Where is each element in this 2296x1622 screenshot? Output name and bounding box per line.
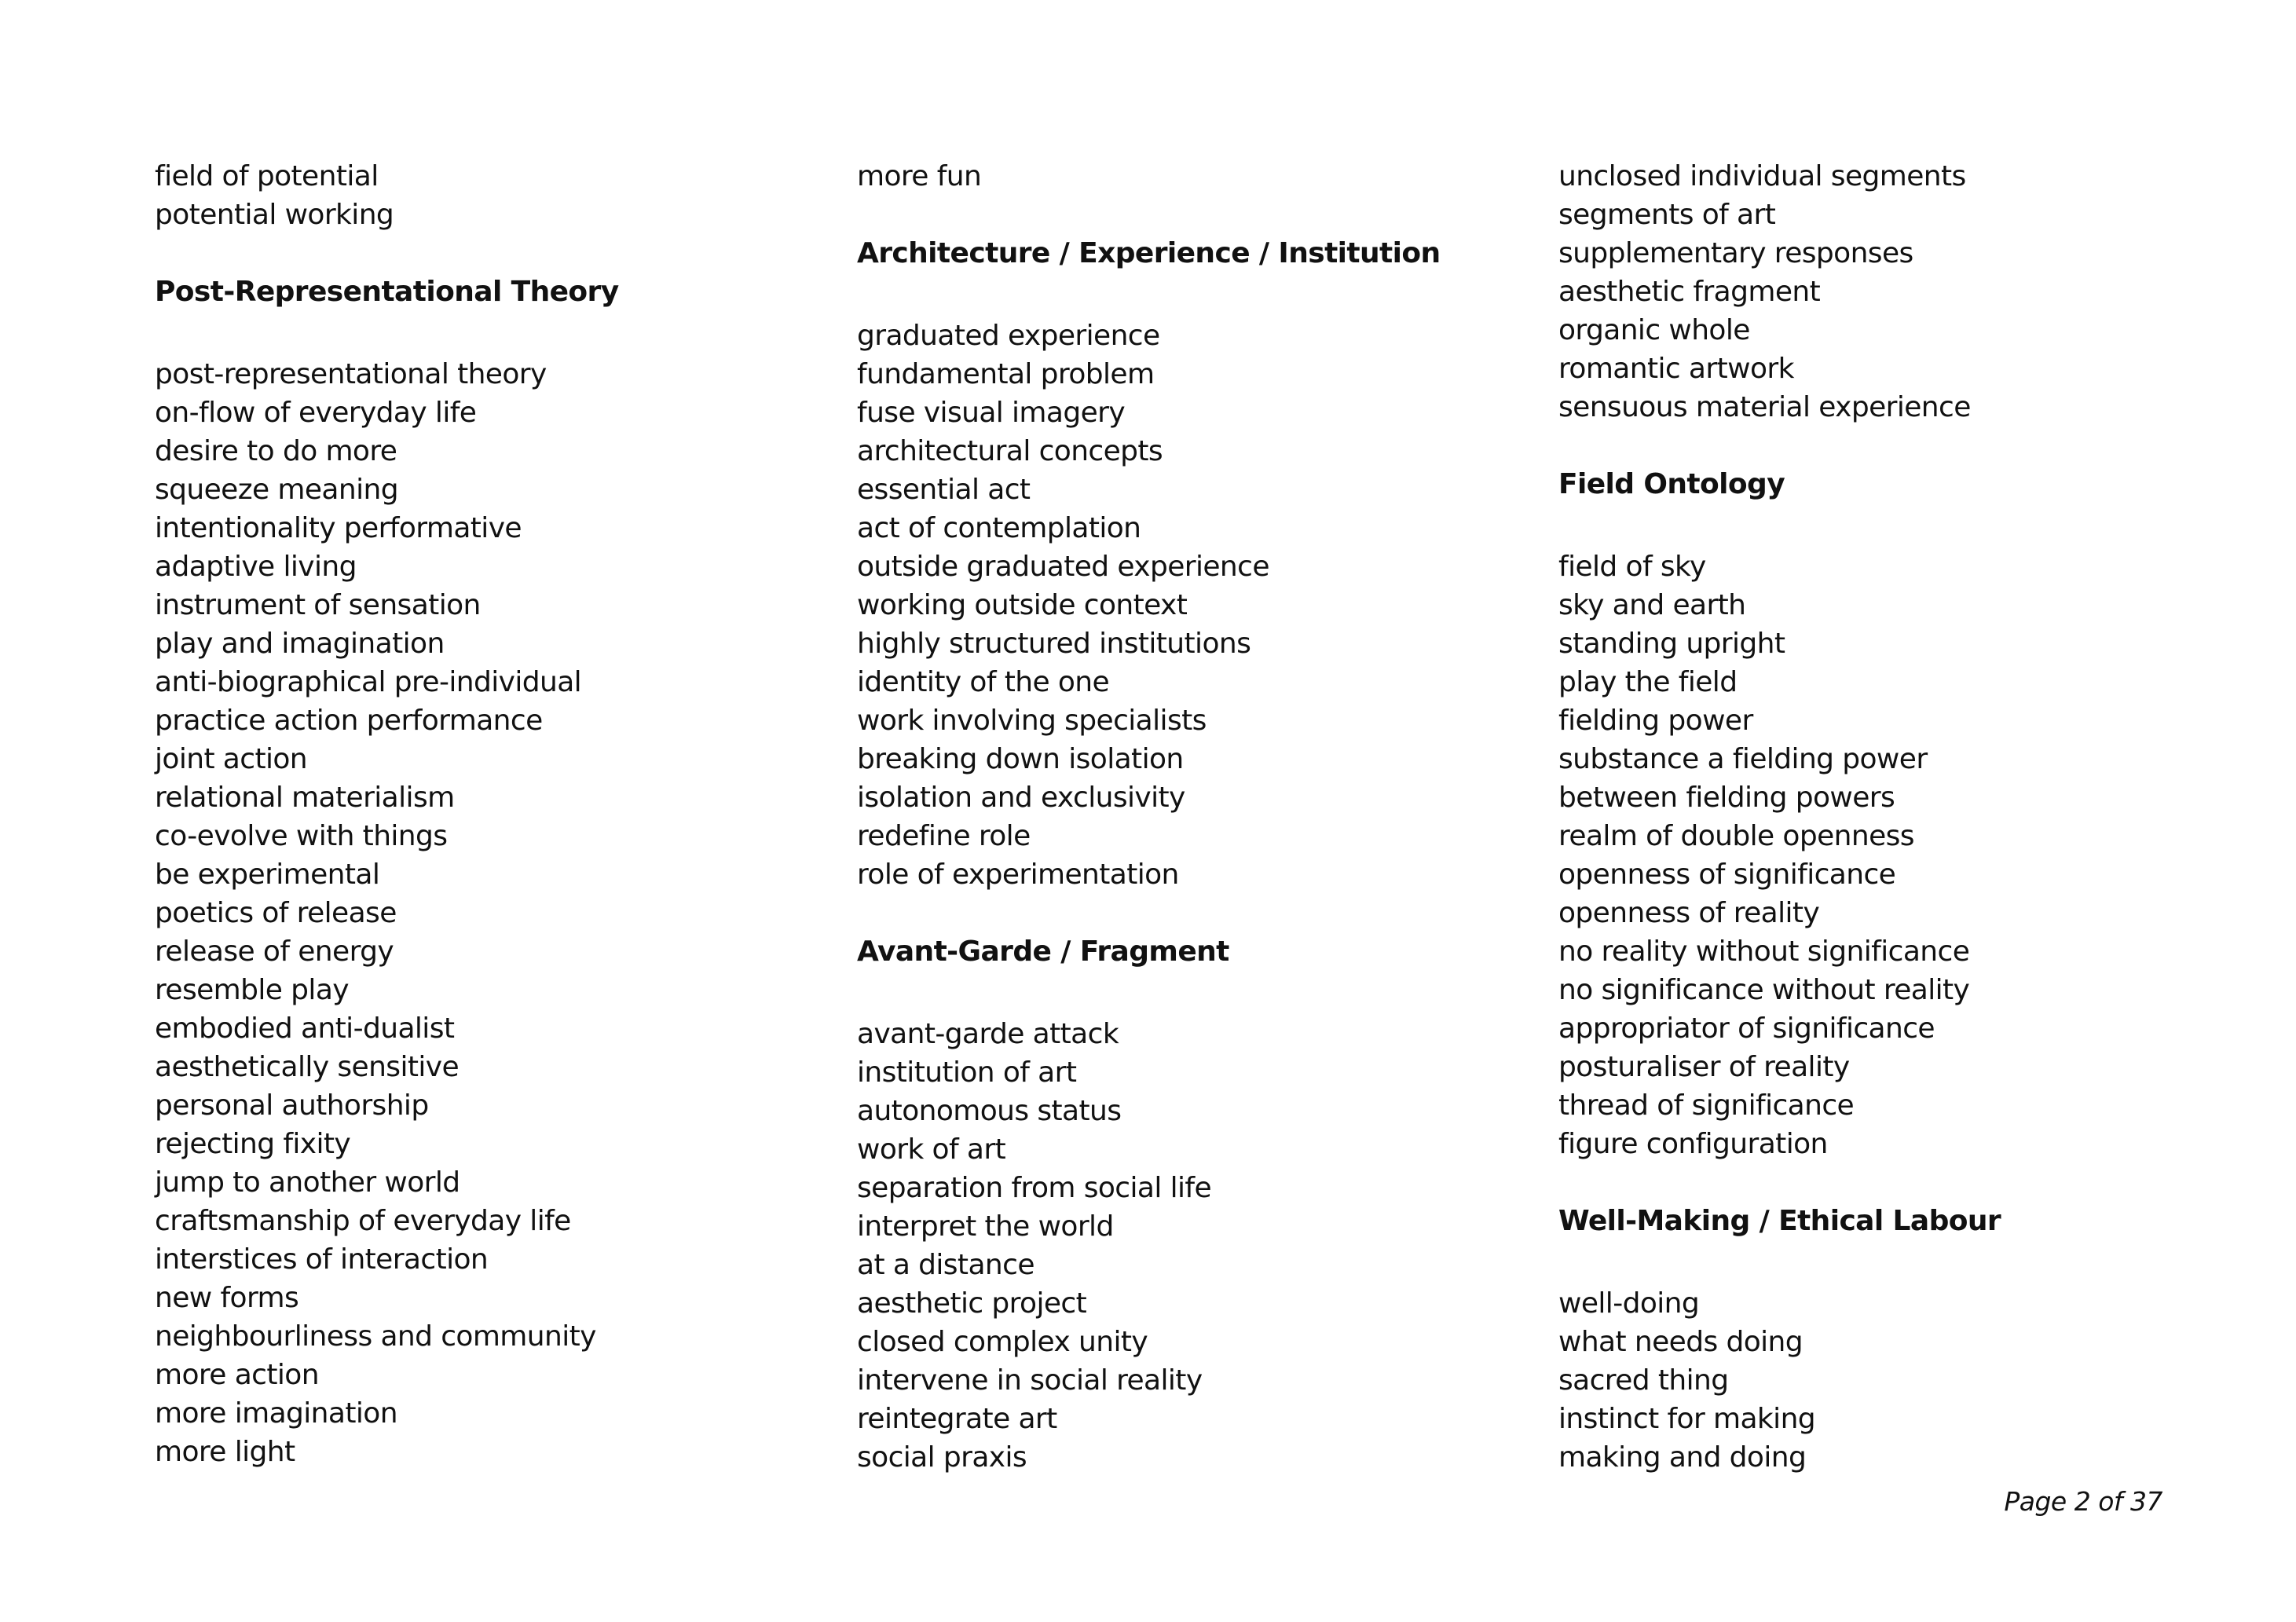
term-item: sacred thing [1558,1364,1729,1397]
column-2 [857,157,1501,1477]
term-item: potential working [155,199,394,231]
heading-spacer [155,311,799,355]
term-item: intervene in social reality [857,1364,1203,1397]
term-item: openness of reality [1558,897,1820,929]
term-item: social praxis [857,1441,1027,1474]
term-item: realm of double openness [1558,820,1914,852]
term-item: appropriator of significance [1558,1012,1935,1045]
term-item: post-representational theory [155,358,547,390]
section-heading: Avant-Garde / Fragment [857,935,1229,968]
term-item: rejecting fixity [155,1128,351,1160]
term-item: essential act [857,474,1031,506]
term-item: institution of art [857,1056,1077,1089]
section-spacer [857,196,1501,234]
term-item: squeeze meaning [155,474,398,506]
term-item: relational materialism [155,782,455,814]
term-item: craftsmanship of everyday life [155,1205,571,1237]
term-item: field of potential [155,160,379,192]
term-item: jump to another world [155,1166,460,1199]
term-item: at a distance [857,1249,1034,1281]
term-item: between fielding powers [1558,782,1895,814]
term-item: field of sky [1558,551,1706,583]
term-item: aesthetically sensitive [155,1051,460,1083]
term-item: play the field [1558,666,1738,698]
section-spacer [1558,1163,2203,1202]
term-item: adaptive living [155,551,357,583]
section-spacer [857,894,1501,932]
term-item: autonomous status [857,1095,1122,1127]
term-item: instinct for making [1558,1403,1816,1435]
term-item: be experimental [155,859,380,891]
term-item: segments of art [1558,199,1776,231]
term-item: more light [155,1436,295,1468]
term-item: on-flow of everyday life [155,397,477,429]
term-item: interpret the world [857,1210,1114,1243]
term-item: separation from social life [857,1172,1212,1204]
term-item: practice action performance [155,705,543,737]
heading-spacer [857,971,1501,1015]
term-item: substance a fielding power [1558,743,1928,775]
term-item: making and doing [1558,1441,1807,1474]
term-item: work involving specialists [857,705,1207,737]
term-item: co-evolve with things [155,820,448,852]
section-heading: Well-Making / Ethical Labour [1558,1205,2001,1237]
term-item: more fun [857,160,982,192]
term-item: instrument of sensation [155,589,481,621]
term-item: no reality without significance [1558,935,1970,968]
term-item: thread of significance [1558,1089,1855,1122]
term-item: neighbourliness and community [155,1320,596,1353]
term-item: avant-garde attack [857,1018,1119,1050]
heading-spacer [857,273,1501,317]
term-item: resemble play [155,974,349,1006]
heading-spacer [1558,503,2203,547]
term-item: desire to do more [155,435,397,467]
term-item: romantic artwork [1558,353,1794,385]
column-1 [155,157,799,1471]
section-spacer [1558,427,2203,465]
term-item: sensuous material experience [1558,391,1971,423]
term-item: role of experimentation [857,859,1179,891]
term-item: fundamental problem [857,358,1155,390]
term-item: new forms [155,1282,299,1314]
term-item: aesthetic project [857,1287,1087,1320]
term-item: joint action [155,743,308,775]
term-item: supplementary responses [1558,237,1913,269]
term-item: reintegrate art [857,1403,1057,1435]
term-item: working outside context [857,589,1188,621]
heading-spacer [1558,1240,2203,1284]
term-item: fuse visual imagery [857,397,1126,429]
term-item: aesthetic fragment [1558,276,1821,308]
term-item: architectural concepts [857,435,1163,467]
column-3 [1558,157,2203,1477]
term-item: openness of significance [1558,859,1896,891]
section-heading: Post-Representational Theory [155,276,619,308]
term-item: sky and earth [1558,589,1746,621]
term-item: outside graduated experience [857,551,1269,583]
term-item: more action [155,1359,319,1391]
term-item: personal authorship [155,1089,429,1122]
term-item: no significance without reality [1558,974,1970,1006]
term-item: well-doing [1558,1287,1700,1320]
term-item: release of energy [155,935,394,968]
term-item: figure configuration [1558,1128,1828,1160]
section-heading: Field Ontology [1558,468,1785,500]
term-item: graduated experience [857,320,1160,352]
term-item: highly structured institutions [857,628,1251,660]
section-heading: Architecture / Experience / Institution [857,237,1441,269]
term-item: isolation and exclusivity [857,782,1185,814]
term-item: what needs doing [1558,1326,1803,1358]
term-item: identity of the one [857,666,1110,698]
term-item: breaking down isolation [857,743,1184,775]
term-item: intentionality performative [155,512,522,544]
term-item: anti-biographical pre-individual [155,666,582,698]
term-item: poetics of release [155,897,397,929]
term-item: redefine role [857,820,1031,852]
term-item: fielding power [1558,705,1753,737]
term-item: play and imagination [155,628,445,660]
term-item: organic whole [1558,314,1750,346]
page-number: Page 2 of 37 [2004,1486,2162,1517]
term-item: closed complex unity [857,1326,1148,1358]
term-item: interstices of interaction [155,1243,489,1276]
term-item: embodied anti-dualist [155,1012,455,1045]
term-item: more imagination [155,1397,397,1430]
term-item: work of art [857,1133,1006,1166]
term-item: act of contemplation [857,512,1141,544]
term-item: unclosed individual segments [1558,160,1966,192]
term-item: standing upright [1558,628,1785,660]
term-item: posturaliser of reality [1558,1051,1850,1083]
section-spacer [155,234,799,273]
